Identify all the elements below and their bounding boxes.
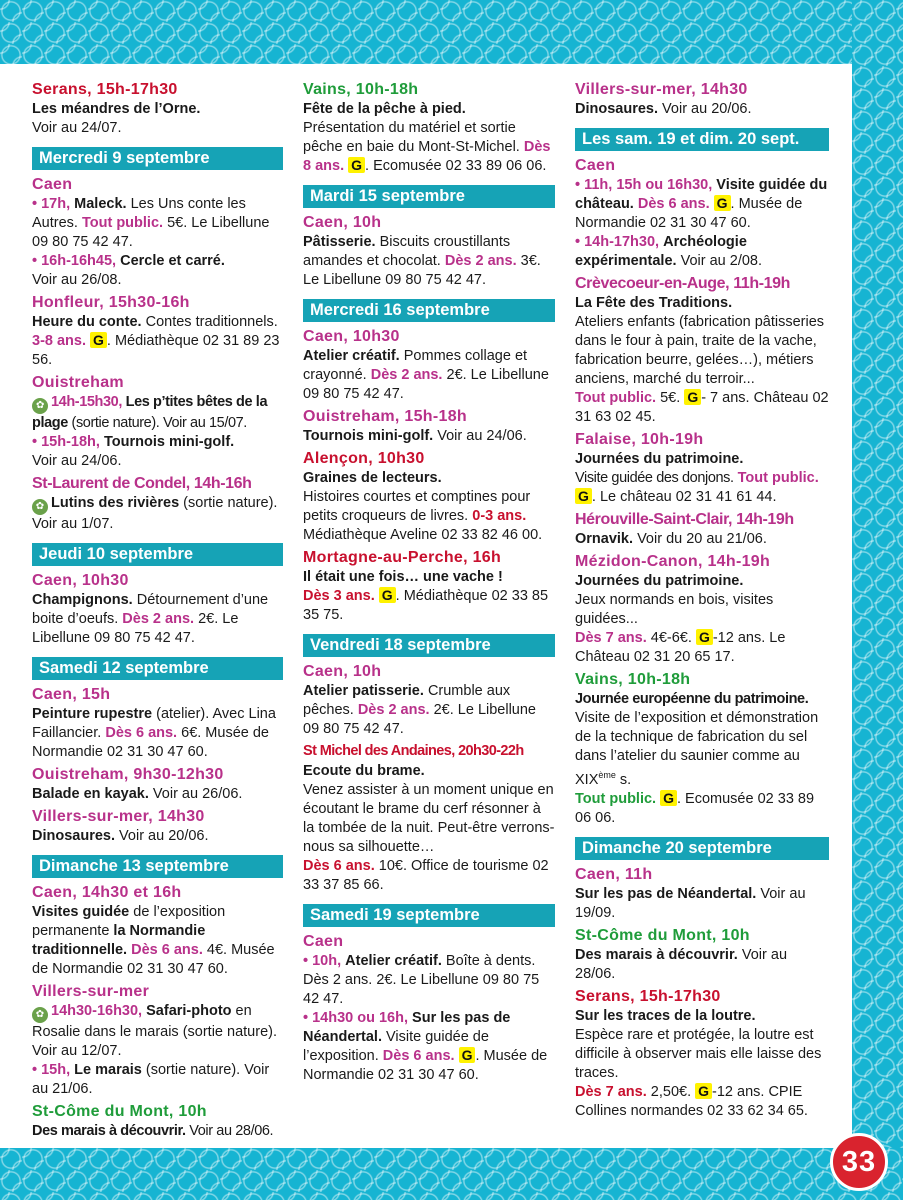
superscript: ème xyxy=(598,770,616,780)
location-heading: Villers-sur-mer xyxy=(32,983,150,1000)
event-info: 2€. Le Libellune 09 80 75 42 47. xyxy=(32,611,239,646)
event-info: 2€. Le Libellune 09 80 75 42 47. xyxy=(303,367,549,402)
location-heading: Caen, 10h xyxy=(303,663,382,680)
event-title: Dinosaures. xyxy=(575,101,658,117)
event-text: Ateliers enfants (fabrication pâtisseries dans le four à pain, traite de la vache, fabrication beurre, gelées…), métiers anciens, marché du terroir... xyxy=(575,314,825,387)
age-label: Dès 6 ans. xyxy=(382,1048,455,1064)
age-label: Dès 6 ans. xyxy=(637,196,710,212)
event-text: Voir au 26/06. xyxy=(152,786,243,802)
date-header: Dimanche 13 septembre xyxy=(32,855,283,878)
event-text: Pommes collage et crayonné. xyxy=(303,348,528,383)
event-title: Les p’tites bêtes de la plage xyxy=(32,394,268,431)
location-heading: Villers-sur-mer, 14h30 xyxy=(575,81,748,98)
event-text: Voir au 20/06. xyxy=(662,101,752,117)
event-title: Sur les pas de Néandertal. xyxy=(575,885,757,902)
event-info: . Médiathèque 02 31 89 23 56. xyxy=(32,333,280,368)
event-text: Voir au 24/06. xyxy=(32,453,122,469)
event-title: Des marais à découvrir. xyxy=(32,1123,186,1139)
event-title: Dinosaures. xyxy=(32,828,115,844)
decorative-pattern-right xyxy=(852,0,903,1200)
location-heading: Caen, 11h xyxy=(575,865,653,883)
event-text: Voir au 26/08. xyxy=(32,272,122,288)
location-heading: Caen xyxy=(303,933,344,950)
event-info: -12 ans. Le Château 02 31 20 65 17. xyxy=(575,630,786,665)
event-title: Cercle et carré. xyxy=(120,253,225,269)
age-label: Dès 3 ans. xyxy=(303,588,375,604)
event-info: . Le château 02 31 41 61 44. xyxy=(591,489,777,505)
location-heading: Caen, 10h30 xyxy=(303,328,400,345)
event-text: Contes traditionnels. xyxy=(145,314,278,330)
event-text: Voir au 28/06. xyxy=(189,1123,274,1139)
age-label: Dès 7 ans. xyxy=(575,1083,647,1100)
nature-icon: ✿ xyxy=(32,1007,48,1023)
event-price: 2,50€. xyxy=(650,1083,692,1100)
age-label: 0-3 ans. xyxy=(472,508,527,524)
location-heading: Vains, 10h-18h xyxy=(303,81,419,98)
age-label: Dès 6 ans. xyxy=(105,725,178,741)
event-title: Atelier patisserie. xyxy=(303,683,424,699)
event-title: Ecoute du brame. xyxy=(303,763,425,779)
age-label: 3-8 ans. xyxy=(32,333,86,349)
event-time: 14h-15h30, xyxy=(51,394,122,410)
location-heading: Ouistreham, 15h-18h xyxy=(303,408,467,425)
date-header: Samedi 12 septembre xyxy=(32,657,283,680)
event-text: de l’exposition permanente xyxy=(32,904,226,939)
event-info: 10€. Office de tourisme 02 33 37 85 66. xyxy=(303,858,549,893)
event-title: Pâtisserie. xyxy=(303,234,376,250)
date-header: Vendredi 18 septembre xyxy=(303,634,555,657)
event-text: Jeux normands en bois, visites guidées... xyxy=(575,592,774,627)
event-title: Champignons. xyxy=(32,592,133,608)
event-time: • 14h30 ou 16h, xyxy=(303,1010,409,1026)
age-label: Dès 7 ans. xyxy=(575,630,647,646)
event-title: Journées du patrimoine. xyxy=(575,573,744,589)
event-title: Sur les traces de la loutre. xyxy=(575,1007,756,1024)
nature-icon: ✿ xyxy=(32,398,48,414)
location-heading: Villers-sur-mer, 14h30 xyxy=(32,808,205,825)
event-title: Les méandres de l’Orne. xyxy=(32,101,201,117)
audience-label: Tout public. xyxy=(575,390,657,406)
decorative-pattern-bottom xyxy=(0,1148,903,1200)
age-label: Dès 2 ans. xyxy=(357,702,430,718)
event-time: • 14h-17h30, xyxy=(575,234,660,250)
event-title: Balade en kayak. xyxy=(32,786,149,802)
location-heading: Mortagne-au-Perche, 16h xyxy=(303,549,502,566)
decorative-pattern-top xyxy=(0,0,903,64)
event-title: Maleck. xyxy=(74,196,127,212)
event-text: (sortie nature). Voir au 21/06. xyxy=(32,1062,270,1097)
event-text: Voir au 28/06. xyxy=(575,946,788,982)
event-title: la Normandie traditionnelle. xyxy=(32,923,206,958)
event-title: Journée européenne du patrimoine. xyxy=(575,691,809,707)
event-title: Visite guidée du château. xyxy=(575,177,828,212)
location-heading: Caen, 15h xyxy=(32,686,111,703)
event-title: Graines de lecteurs. xyxy=(303,470,442,486)
event-price: 4€-6€. xyxy=(650,630,692,646)
event-title: Sur les pas de Néandertal. xyxy=(303,1010,511,1045)
event-time: • 17h, xyxy=(32,196,71,212)
event-title: Fête de la pêche à pied. xyxy=(303,101,466,117)
location-heading: Honfleur, 15h30-16h xyxy=(32,294,190,311)
event-text: Biscuits croustillants amandes et chocolat. xyxy=(303,234,511,269)
event-info: . Ecomusée 02 33 89 06 06. xyxy=(575,790,815,826)
event-title: Des marais à découvrir. xyxy=(575,946,738,963)
date-header: Jeudi 10 septembre xyxy=(32,543,283,566)
event-time: • 15h, xyxy=(32,1062,71,1078)
location-heading: Hérouville-Saint-Clair, 14h-19h xyxy=(575,511,794,528)
page-number: 33 xyxy=(830,1133,888,1191)
event-title: Journées du patrimoine. xyxy=(575,451,744,467)
event-price: 5€. xyxy=(660,390,681,406)
age-label: Dès 2 ans. xyxy=(444,253,517,269)
audience-label: Tout public. xyxy=(737,470,819,486)
event-text: Présentation du matériel et sortie pêche en baie du Mont-St-Michel. xyxy=(303,120,520,155)
location-heading: St-Côme du Mont, 10h xyxy=(32,1103,207,1120)
event-title: Atelier créatif. xyxy=(303,348,400,364)
event-time: 14h30-16h30, xyxy=(51,1003,143,1019)
event-title: Le marais xyxy=(74,1062,142,1078)
location-heading: Serans, 15h-17h30 xyxy=(575,987,721,1005)
date-header: Mercredi 9 septembre xyxy=(32,147,283,170)
event-text: Visite de l’exposition et démonstration de la technique de fabrication du sel dans l’atelier du saunier comme au XIX xyxy=(575,710,819,788)
column-1 xyxy=(32,77,283,1141)
date-header: Samedi 19 septembre xyxy=(303,904,555,927)
audience-label: Tout public. xyxy=(81,215,164,231)
event-text-suffix: s. xyxy=(615,771,632,788)
event-text: Voir du 20 au 21/06. xyxy=(637,531,767,547)
event-text: Les Uns conte les Autres. xyxy=(32,196,246,231)
event-info: 4€. Musée de Normandie 02 31 30 47 60. xyxy=(32,942,275,977)
event-title: Archéologie expérimentale. xyxy=(575,234,747,269)
event-title: Tournois mini-golf. xyxy=(303,428,434,444)
event-info: Médiathèque Aveline 02 33 82 46 00. xyxy=(303,527,543,543)
location-heading: Mézidon-Canon, 14h-19h xyxy=(575,553,771,570)
event-title: Ornavik. xyxy=(575,531,634,547)
location-heading: Caen, 10h xyxy=(303,214,382,231)
free-badge: G xyxy=(348,157,365,173)
nature-icon: ✿ xyxy=(32,499,48,515)
date-header: Les sam. 19 et dim. 20 sept. xyxy=(575,128,829,151)
event-time: • 15h-18h, xyxy=(32,434,100,450)
event-time: • 11h, 15h ou 16h30, xyxy=(575,177,713,193)
event-text: Visite guidée de l’exposition. xyxy=(303,1029,489,1064)
location-heading: Alençon, 10h30 xyxy=(303,450,425,467)
free-badge: G xyxy=(459,1047,476,1063)
event-info: 2€. Le Libellune 09 80 75 42 47. xyxy=(303,702,537,737)
event-text: Visite guidée des donjons. xyxy=(575,470,734,486)
event-text: Espèce rare et protégée, la loutre est difficile à observer mais elle laisse des traces. xyxy=(575,1026,822,1081)
event-text: Voir au 24/07. xyxy=(32,120,122,136)
event-text: (atelier). Avec Lina Faillancier. xyxy=(32,706,276,741)
event-text: Boîte à dents. Dès 2 ans. 2€. Le Libellune 09 80 75 42 47. xyxy=(303,953,540,1007)
event-info: . Musée de Normandie 02 31 30 47 60. xyxy=(303,1048,548,1083)
event-info: . Musée de Normandie 02 31 30 47 60. xyxy=(575,196,803,231)
event-text: Voir au 19/09. xyxy=(575,885,806,921)
free-badge: G xyxy=(714,195,731,211)
age-label: Dès 6 ans. xyxy=(303,858,375,874)
age-label: Dès 8 ans. xyxy=(303,139,551,174)
free-badge: G xyxy=(379,587,396,603)
location-heading: Caen xyxy=(575,157,616,174)
event-title: Il était une fois… une vache ! xyxy=(303,569,503,585)
column-2 xyxy=(303,77,555,1085)
event-info: - 7 ans. Château 02 31 63 02 45. xyxy=(575,390,829,425)
event-text: Crumble aux pêches. xyxy=(303,683,511,718)
free-badge: G xyxy=(660,790,677,806)
location-heading: Serans, 15h-17h30 xyxy=(32,81,178,98)
event-text: Venez assister à un moment unique en écoutant le brame du cerf résonner à la tombée de la nuit. Peut-être verrons-nous sa silhouette… xyxy=(303,782,555,855)
event-title: Peinture rupestre xyxy=(32,706,153,722)
location-heading: Caen xyxy=(32,176,73,193)
location-heading: Ouistreham xyxy=(32,374,124,391)
location-heading: Vains, 10h-18h xyxy=(575,671,691,688)
event-text: (sortie nature). Voir au 15/07. xyxy=(71,415,247,431)
event-text: (sortie nature). Voir au 1/07. xyxy=(32,495,278,532)
location-heading: Caen, 10h30 xyxy=(32,572,129,589)
event-title: Tournois mini-golf. xyxy=(103,434,235,450)
location-heading: St-Côme du Mont, 10h xyxy=(575,926,750,944)
date-header: Mercredi 16 septembre xyxy=(303,299,555,322)
age-label: Dès 2 ans. xyxy=(122,611,195,627)
location-heading: St-Laurent de Condel, 14h-16h xyxy=(32,475,252,492)
location-heading: Falaise, 10h-19h xyxy=(575,431,704,448)
date-header: Dimanche 20 septembre xyxy=(575,837,829,860)
location-heading: St Michel des Andaines, 20h30-22h xyxy=(303,743,524,759)
event-title: Visites guidée xyxy=(32,904,130,920)
free-badge: G xyxy=(696,629,713,645)
free-badge: G xyxy=(90,332,107,348)
event-text: Voir au 24/06. xyxy=(437,428,527,444)
audience-label: Tout public. xyxy=(575,790,657,807)
event-info: 6€. Musée de Normandie 02 31 30 47 60. xyxy=(32,725,269,760)
free-badge: G xyxy=(575,488,592,504)
free-badge: G xyxy=(684,389,701,405)
event-title: Lutins des rivières xyxy=(51,495,180,511)
event-text: Voir au 2/08. xyxy=(680,253,763,269)
event-text: en Rosalie dans le marais (sortie nature). Voir au 12/07. xyxy=(32,1003,277,1059)
location-heading: Crèvecoeur-en-Auge, 11h-19h xyxy=(575,275,791,292)
event-info: 5€. Le Libellune 09 80 75 42 47. xyxy=(32,215,270,250)
event-title: Atelier créatif. xyxy=(345,953,442,969)
event-info: 3€. Le Libellune 09 80 75 42 47. xyxy=(303,253,541,288)
event-title: Safari-photo xyxy=(146,1003,232,1019)
event-title: Heure du conte. xyxy=(32,314,142,330)
event-title: La Fête des Traditions. xyxy=(575,295,733,311)
event-text: Histoires courtes et comptines pour petits croqueurs de livres. xyxy=(303,489,531,524)
event-time: • 10h, xyxy=(303,953,342,969)
event-text: Détournement d’une boite d’oeufs. xyxy=(32,592,269,627)
date-header: Mardi 15 septembre xyxy=(303,185,555,208)
age-label: Dès 2 ans. xyxy=(370,367,443,383)
free-badge: G xyxy=(695,1083,712,1099)
age-label: Dès 6 ans. xyxy=(131,942,203,958)
column-3 xyxy=(575,77,829,1121)
event-text: Voir au 20/06. xyxy=(119,828,209,844)
event-info: . Ecomusée 02 33 89 06 06. xyxy=(365,158,547,174)
event-info: . Médiathèque 02 33 85 35 75. xyxy=(303,588,549,623)
event-time: • 16h-16h45, xyxy=(32,253,117,269)
location-heading: Caen, 14h30 et 16h xyxy=(32,884,182,901)
event-info: -12 ans. CPIE Collines normandes 02 33 62 34 65. xyxy=(575,1083,808,1119)
location-heading: Ouistreham, 9h30-12h30 xyxy=(32,766,224,783)
